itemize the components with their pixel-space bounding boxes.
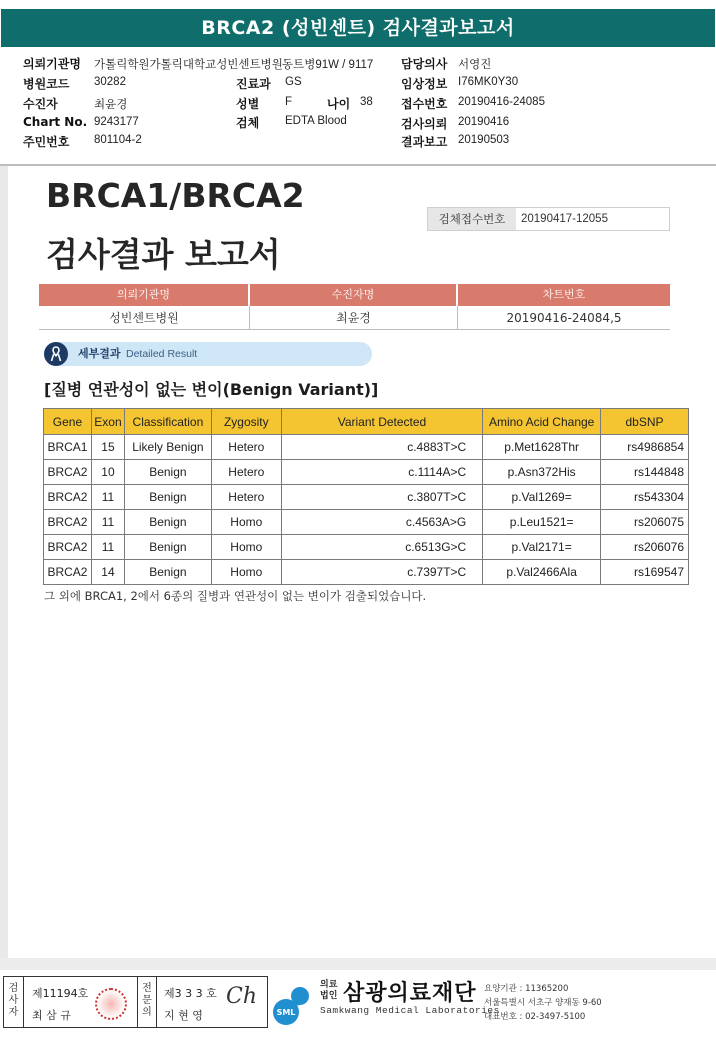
- specialist-label: [137, 977, 157, 1027]
- ward-value: 동트병91W / 9117: [282, 59, 374, 71]
- amino-acid-cell: p.Leu1521=: [483, 510, 601, 535]
- dept-value: GS: [285, 76, 302, 88]
- age-value: 38: [360, 96, 373, 108]
- detailed-result-pill: [44, 342, 372, 366]
- doctor-label: 담당의사: [401, 57, 448, 71]
- org-type-text: 의료 법인: [320, 980, 338, 1001]
- hospital-code-label: 병원코드: [23, 77, 70, 91]
- inspector-seal: [95, 988, 127, 1020]
- clinical-value: I76MK0Y30: [458, 76, 519, 88]
- gene-cell: BRCA2: [44, 460, 92, 485]
- amino-acid-cell: p.Asn372His: [483, 460, 601, 485]
- zygosity-cell: Hetero: [211, 460, 281, 485]
- request-label: 검사의뢰: [401, 117, 448, 131]
- inst-header-cell: 수진자명: [250, 284, 458, 306]
- request-value: 20190416: [458, 116, 510, 128]
- dbsnp-cell: rs206075: [601, 510, 689, 535]
- sex-value: F: [285, 96, 293, 108]
- inst-header-cell: 차트번호: [542, 288, 586, 301]
- specialist-no: 제3 3 3 호: [164, 987, 217, 1000]
- dbsnp-cell: rs144848: [601, 460, 689, 485]
- inst-value-cell: 성빈센트병원: [39, 306, 250, 329]
- footer-divider: [0, 958, 716, 970]
- inspector-no: 제11194호: [32, 987, 89, 1000]
- exon-cell: 11: [91, 535, 124, 560]
- org-tel: 대표번호 : 02-3497-5100: [484, 1012, 586, 1022]
- scan-title-line2: 검사결과 보고서: [46, 235, 281, 274]
- amino-acid-cell: p.Val2466Ala: [483, 560, 601, 585]
- amino-acid-cell: p.Val1269=: [483, 485, 601, 510]
- table-row: [44, 535, 689, 560]
- exon-cell: 10: [91, 460, 124, 485]
- inst-value-cell: 20190416-24084,5: [506, 311, 622, 325]
- table-row: [44, 560, 689, 585]
- zygosity-cell: Hetero: [211, 435, 281, 460]
- logo-text: SML: [276, 1008, 296, 1017]
- specimen-receipt-box: [427, 207, 670, 231]
- gene-cell: BRCA2: [44, 560, 92, 585]
- dbsnp-cell: rs169547: [601, 560, 689, 585]
- variant-cell: c.3807T>C: [281, 485, 482, 510]
- chart-value: 9243177: [94, 116, 139, 128]
- specialist-label-text: 전문의: [142, 983, 152, 1018]
- specialist-signature: Ch: [226, 984, 258, 1009]
- exon-cell: 11: [91, 510, 124, 535]
- org-name: 삼광의료재단: [343, 981, 477, 1006]
- zygosity-cell: Homo: [211, 510, 281, 535]
- specimen-receipt-value: 20190417-12055: [521, 213, 608, 225]
- inspector-name: 최 삼 규: [32, 1009, 71, 1022]
- hospital-code-value: 30282: [94, 76, 126, 88]
- specimen-value: EDTA Blood: [285, 115, 347, 127]
- result-label: 결과보고: [401, 135, 448, 149]
- col-amino-acid: Amino Acid Change: [483, 409, 601, 435]
- zygosity-cell: Homo: [211, 535, 281, 560]
- dbsnp-cell: rs543304: [601, 485, 689, 510]
- gene-cell: BRCA2: [44, 535, 92, 560]
- benign-variant-heading: [질병 연관성이 없는 변이(Benign Variant)]: [44, 380, 379, 399]
- sml-logo-icon: [272, 982, 316, 1026]
- institution-table-header: [39, 284, 670, 306]
- specimen-label: 검체: [236, 116, 260, 130]
- amino-acid-cell: p.Val2171=: [483, 535, 601, 560]
- detailed-result-en: Detailed Result: [126, 348, 198, 360]
- table-row: [44, 510, 689, 535]
- inst-value-cell: 최윤경: [250, 306, 458, 329]
- institution-table: [39, 284, 670, 330]
- amino-acid-cell: p.Met1628Thr: [483, 435, 601, 460]
- col-exon: Exon: [91, 409, 124, 435]
- header-divider: [0, 164, 716, 166]
- variant-cell: c.6513G>C: [281, 535, 482, 560]
- gene-cell: BRCA2: [44, 485, 92, 510]
- specialist-name: 지 현 영: [164, 1009, 203, 1022]
- org-type: [320, 980, 340, 1002]
- patient-label: 수진자: [23, 97, 58, 111]
- variant-footnote: 그 외에 BRCA1, 2에서 6종의 질병과 연관성이 없는 변이가 검출되었습니다.: [44, 589, 427, 603]
- classification-cell: Benign: [124, 460, 211, 485]
- zygosity-cell: Hetero: [211, 485, 281, 510]
- sex-label: 성별: [236, 97, 260, 111]
- dbsnp-cell: rs4986854: [601, 435, 689, 460]
- institution-label: 의뢰기관명: [23, 57, 81, 71]
- variant-cell: c.7397T>C: [281, 560, 482, 585]
- chart-label: Chart No.: [23, 115, 88, 129]
- report-title-banner: BRCA2 (성빈센트) 검사결과보고서: [1, 9, 715, 47]
- inspector-label: [4, 977, 24, 1027]
- variant-cell: c.4563A>G: [281, 510, 482, 535]
- rrn-value: 801104-2: [94, 134, 142, 146]
- receipt-label: 접수번호: [401, 97, 448, 111]
- classification-cell: Benign: [124, 560, 211, 585]
- variant-table: [43, 408, 689, 585]
- specimen-receipt-label: 검체접수번호: [428, 208, 516, 230]
- detailed-result-ko: 세부결과: [78, 347, 121, 360]
- org-code: 요양기관 : 11365200: [484, 984, 569, 994]
- result-value: 20190503: [458, 134, 510, 146]
- col-variant: Variant Detected: [281, 409, 482, 435]
- scan-title-line1: BRCA1/BRCA2: [46, 176, 305, 215]
- scan-edge: [0, 166, 8, 958]
- col-gene: Gene: [44, 409, 92, 435]
- dbsnp-cell: rs206076: [601, 535, 689, 560]
- doctor-value: 서영진: [458, 59, 492, 71]
- receipt-value: 20190416-24085: [458, 96, 545, 108]
- exon-cell: 15: [91, 435, 124, 460]
- org-address: 서울특별시 서초구 양재동 9-60: [484, 998, 602, 1008]
- variant-cell: c.1114A>C: [281, 460, 482, 485]
- clinical-label: 임상정보: [401, 77, 448, 91]
- institution-table-row: [39, 306, 670, 330]
- rrn-label: 주민번호: [23, 135, 70, 149]
- inst-header-cell: 의뢰기관명: [39, 284, 250, 306]
- dept-label: 진료과: [236, 77, 271, 91]
- table-row: [44, 460, 689, 485]
- table-row: [44, 485, 689, 510]
- col-zygosity: Zygosity: [211, 409, 281, 435]
- institution-value: 가톨릭학원가톨릭대학교성빈센트병원: [94, 59, 283, 71]
- inspector-label-text: 검사자: [8, 983, 19, 1018]
- classification-cell: Benign: [124, 510, 211, 535]
- table-row: [44, 435, 689, 460]
- col-dbsnp: dbSNP: [601, 409, 689, 435]
- zygosity-cell: Homo: [211, 560, 281, 585]
- org-eng-name: Samkwang Medical Laboratories: [320, 1005, 500, 1016]
- classification-cell: Benign: [124, 485, 211, 510]
- exon-cell: 11: [91, 485, 124, 510]
- gene-cell: BRCA1: [44, 435, 92, 460]
- gene-cell: BRCA2: [44, 510, 92, 535]
- variant-table-header: [44, 409, 689, 435]
- col-classification: Classification: [124, 409, 211, 435]
- ribbon-icon: [44, 342, 68, 366]
- patient-value: 최윤경: [94, 99, 128, 111]
- classification-cell: Likely Benign: [124, 435, 211, 460]
- exon-cell: 14: [91, 560, 124, 585]
- age-label: 나이: [327, 97, 351, 111]
- classification-cell: Benign: [124, 535, 211, 560]
- variant-cell: c.4883T>C: [281, 435, 482, 460]
